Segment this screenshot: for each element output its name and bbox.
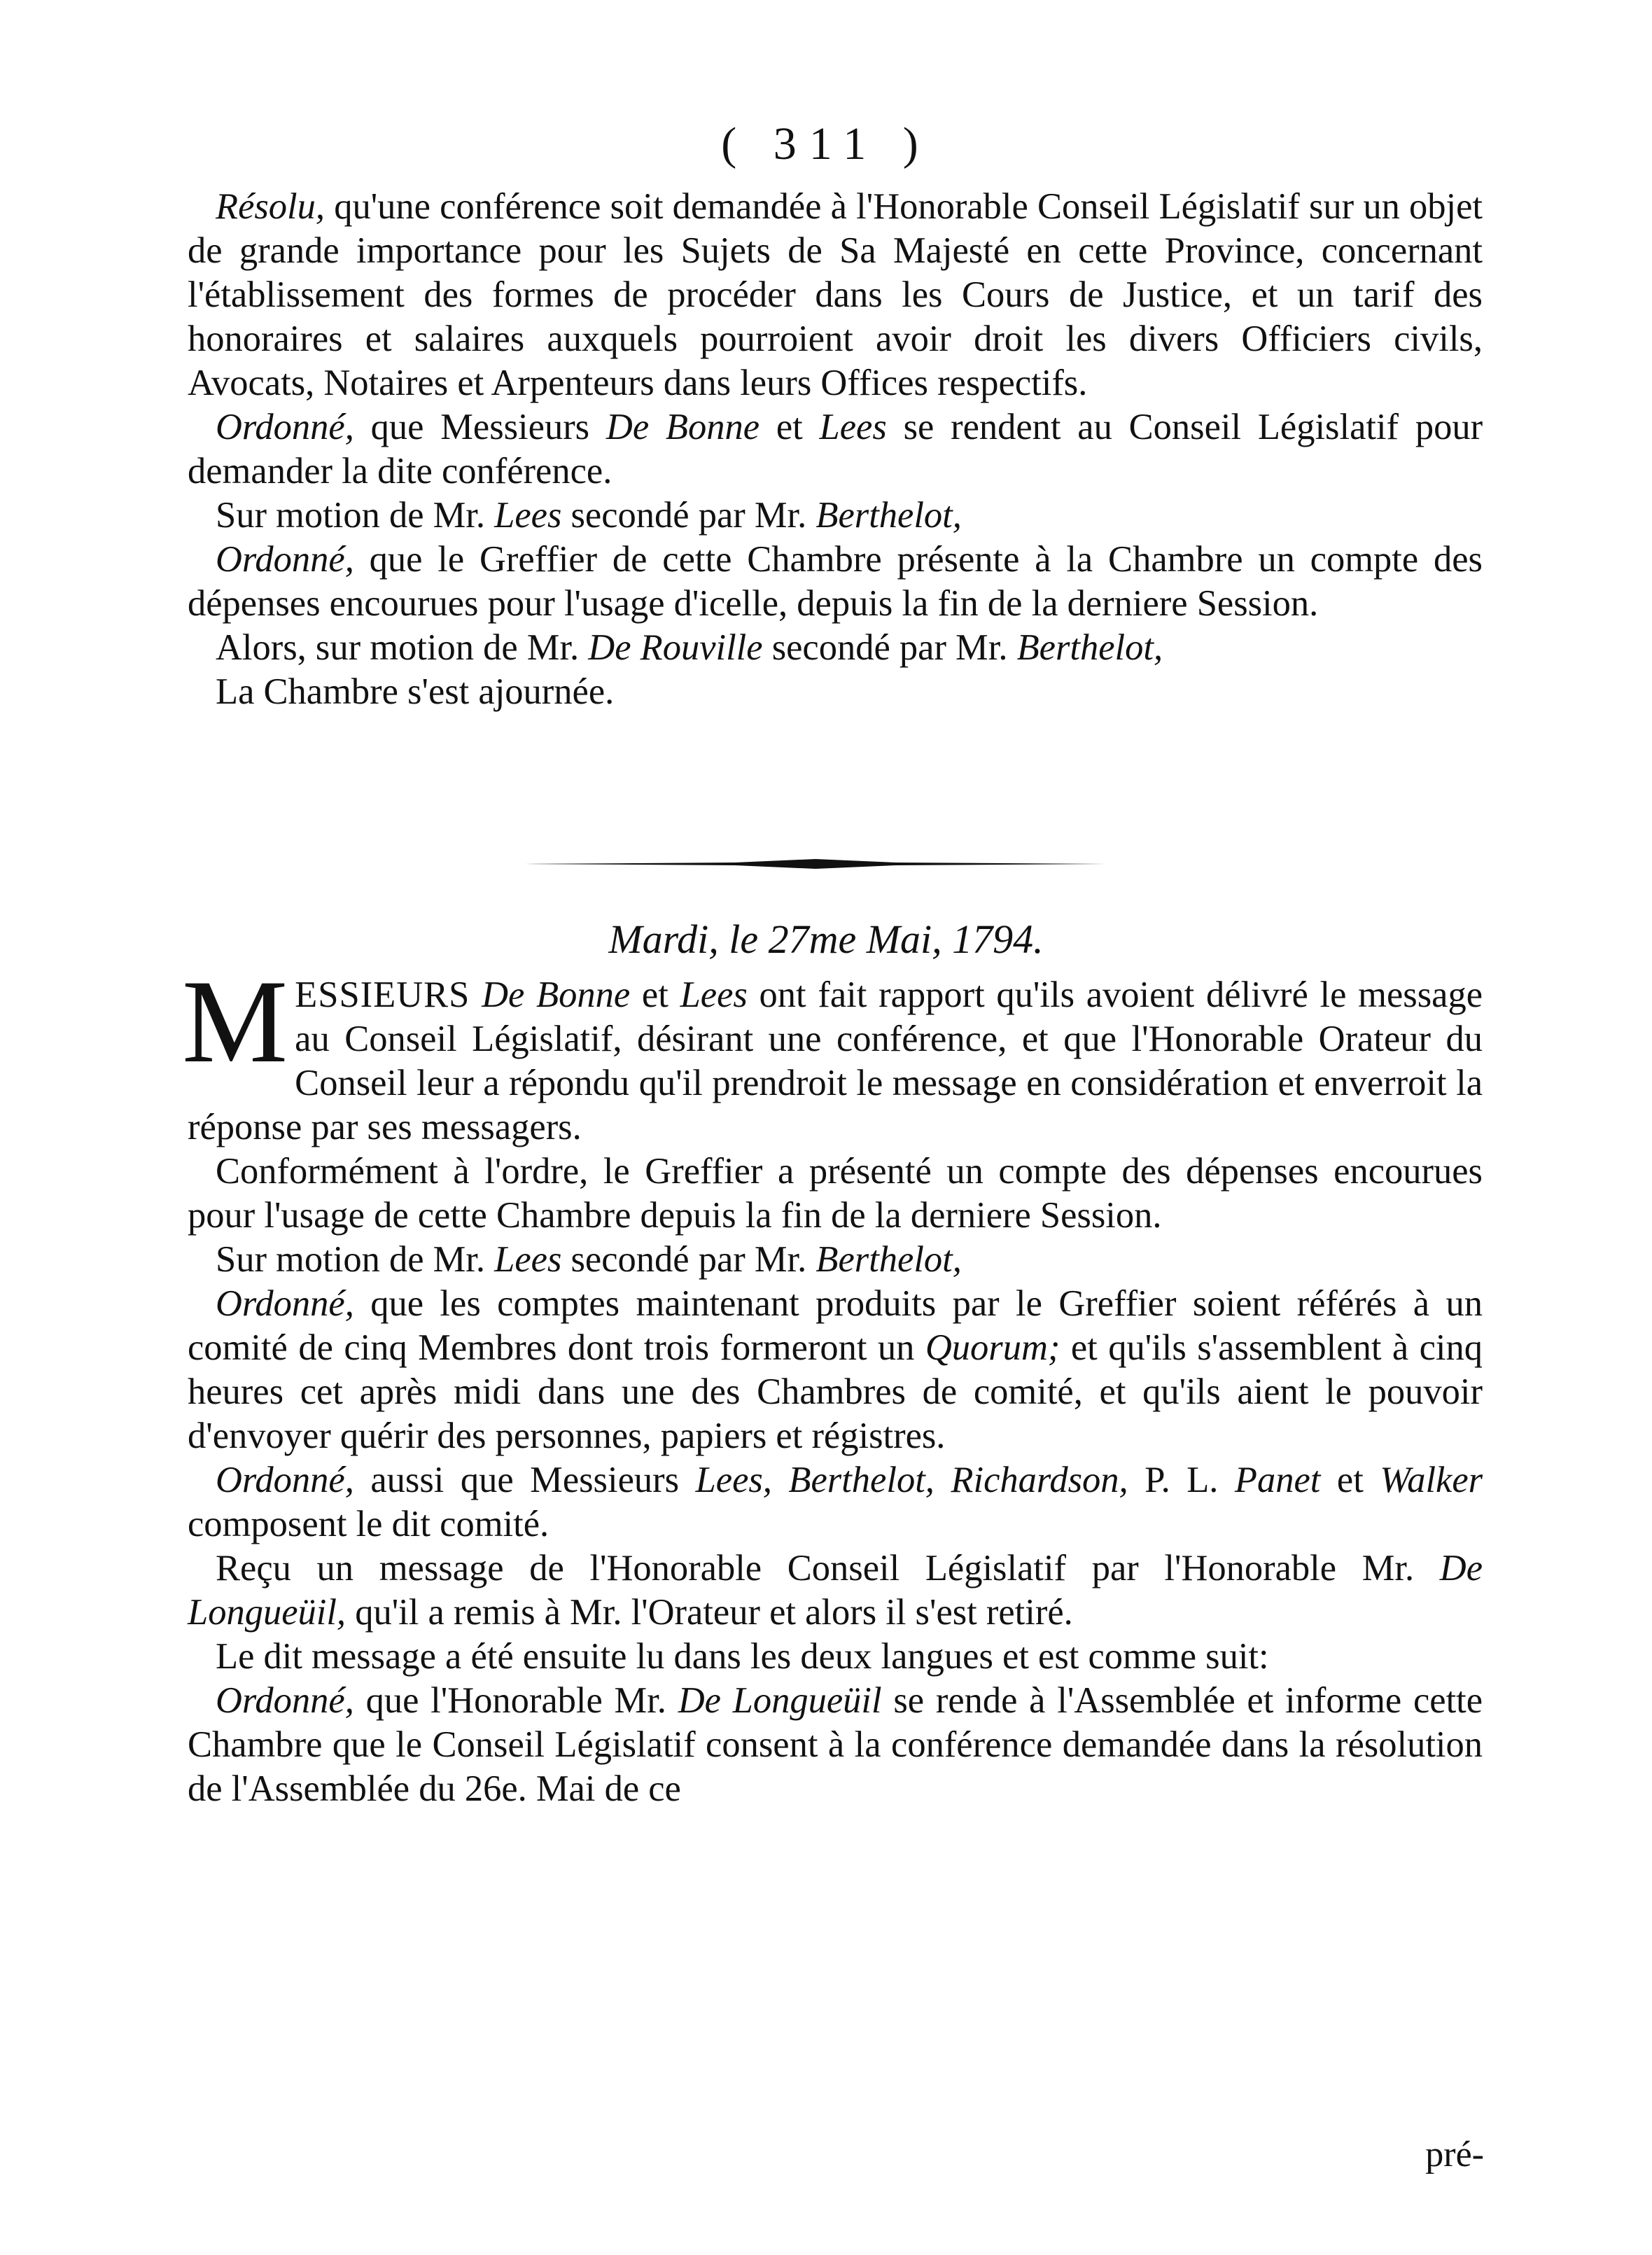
drop-cap: M <box>182 956 288 1087</box>
order-label: Ordonné, <box>216 1460 354 1500</box>
resolution-label: Résolu, <box>216 186 326 227</box>
text-run: secondé par Mr. <box>570 495 807 536</box>
text-run: ESSIEURS <box>295 975 470 1015</box>
text-run: Reçu un message de l'Honorable Conseil Législatif par l'Honorable Mr. <box>216 1548 1415 1589</box>
quorum-term: Quorum; <box>925 1327 1060 1368</box>
motion-paragraph-3 <box>188 1238 1483 1282</box>
text-run: composent le dit comité. <box>188 1504 550 1544</box>
member-name: Lees <box>494 1239 562 1280</box>
member-name: Lees <box>494 495 562 536</box>
text-run: que Messieurs <box>370 407 590 447</box>
date-heading: Mardi, le 27me Mai, 1794. <box>608 916 1044 962</box>
order-label: Ordonné, <box>216 407 354 447</box>
resolution-text: qu'une conférence soit demandée à l'Honorable Conseil Législatif sur un objet de grande importance pour les Sujets de Sa Majesté en cette Province, concernant l'établissement des formes de procéder dans les Cours de Justice, et un tarif des honoraires et salaires auxquels pourroient avoir droit les divers Officiers civils, Avocats, Notaires et Arpenteurs dans leurs Offices respectifs. <box>188 186 1483 403</box>
member-name: De Longueüil, <box>188 1548 1483 1633</box>
member-name: Panet <box>1234 1460 1321 1500</box>
member-name: Berthelot, <box>816 1239 962 1280</box>
text-run: et <box>641 975 668 1015</box>
order-label: Ordonné, <box>216 539 354 580</box>
member-name: Berthelot, <box>816 495 962 536</box>
text-run: P. L. <box>1144 1460 1219 1500</box>
member-names: Lees, Berthelot, Richardson, <box>695 1460 1128 1500</box>
text-run: que le Greffier de cette Chambre présente à la Chambre un compte des dépenses encourues pour l'usage d'icelle, depuis la fin de la derniere Session. <box>188 539 1483 624</box>
member-name: De Bonne <box>482 975 631 1015</box>
text-run: se rende à l'Assemblée et informe cette Chambre que le Conseil Législatif consent à la conférence demandée dans la résolution de l'Assemblée du 26e. Mai de ce <box>188 1680 1483 1809</box>
member-name: De Longueüil <box>678 1680 882 1721</box>
text-run: secondé par Mr. <box>570 1239 807 1280</box>
order-paragraph-4 <box>188 1458 1483 1547</box>
order-label: Ordonné, <box>216 1283 354 1324</box>
member-name: Lees <box>680 975 748 1015</box>
member-name: Walker <box>1380 1460 1483 1500</box>
member-name: Berthelot, <box>1016 627 1163 668</box>
member-name: De Rouville <box>588 627 763 668</box>
text-run: qu'il a remis à Mr. l'Orateur et alors il s'est retiré. <box>355 1592 1073 1633</box>
order-paragraph-1 <box>188 405 1483 494</box>
resolution-paragraph <box>188 185 1483 405</box>
member-name: De Bonne <box>606 407 760 447</box>
proceedings-section-1 <box>188 185 1483 714</box>
message-read-paragraph: Le dit message a été ensuite lu dans les deux langues et est comme suit: <box>216 1636 1269 1677</box>
motion-paragraph-1 <box>188 494 1483 538</box>
order-paragraph-2 <box>188 538 1483 626</box>
text-run: aussi que Messieurs <box>370 1460 680 1500</box>
text-run: Sur motion de Mr. <box>216 1239 486 1280</box>
message-received-paragraph <box>188 1547 1483 1635</box>
catchword: pré- <box>1425 2135 1484 2174</box>
text-run: secondé par Mr. <box>771 627 1008 668</box>
accounts-paragraph: Conformément à l'ordre, le Greffier a présenté un compte des dépenses encourues pour l'usage de cette Chambre depuis la fin de la derniere Session. <box>188 1151 1483 1236</box>
order-paragraph-5 <box>188 1679 1483 1811</box>
page-number: ( 311 ) <box>721 118 931 169</box>
text-run: Sur motion de Mr. <box>216 495 486 536</box>
adjournment-paragraph: La Chambre s'est ajournée. <box>216 671 615 712</box>
text-run: ont fait rapport qu'ils avoient délivré le message au Conseil Législatif, désirant une conférence, et que l'Honorable Orateur du Conseil leur a répondu qu'il prendroit le message en considération et enverroit la réponse par ses messagers. <box>188 975 1483 1147</box>
text-run: se rendent au Conseil Législatif pour demander la dite conférence. <box>188 407 1483 491</box>
text-run: Alors, sur motion de Mr. <box>216 627 580 668</box>
text-run: que les comptes maintenant produits par le Greffier soient référés à un comité de cinq Membres dont trois formeront un <box>188 1283 1483 1368</box>
proceedings-section-2 <box>182 956 1483 1811</box>
text-run: et qu'ils s'assemblent à cinq heures cet après midi dans une des Chambres de comité, et qu'ils aient le pouvoir d'envoyer quérir des personnes, papiers et régistres. <box>188 1327 1483 1456</box>
section-divider-rule <box>525 858 1106 870</box>
text-run: et <box>1336 1460 1364 1500</box>
order-paragraph-3 <box>188 1282 1483 1458</box>
report-paragraph <box>182 956 1483 1150</box>
motion-paragraph-2 <box>188 626 1483 670</box>
text-run: et <box>776 407 803 447</box>
text-run: que l'Honorable Mr. <box>365 1680 666 1721</box>
member-name: Lees <box>819 407 887 447</box>
order-label: Ordonné, <box>216 1680 354 1721</box>
